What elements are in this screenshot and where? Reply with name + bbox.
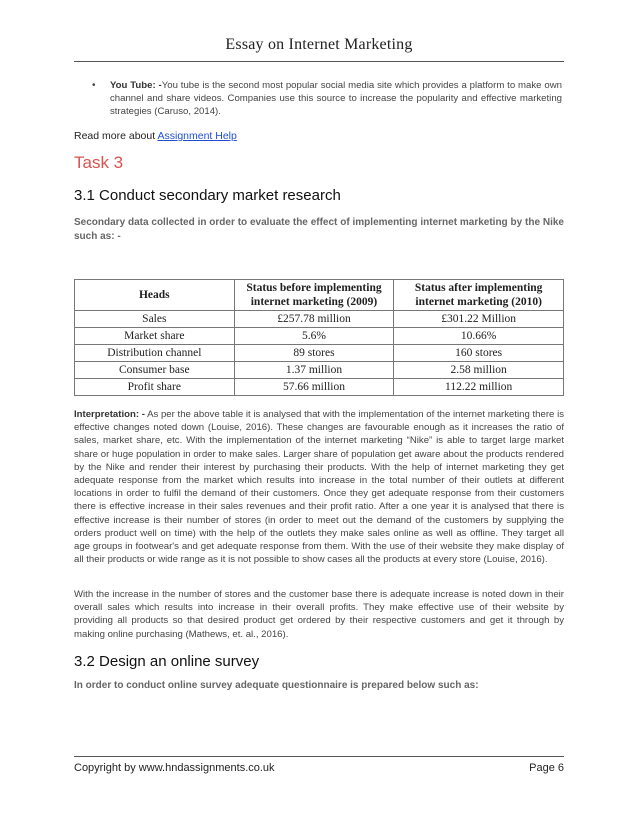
bullet-term: You Tube: - (110, 80, 162, 91)
table-cell: 1.37 million (234, 362, 394, 379)
table-cell: 160 stores (394, 345, 564, 362)
table-cell: 57.66 million (234, 379, 394, 396)
table-header-cell: Heads (75, 280, 235, 311)
section-heading-3-2: 3.2 Design an online survey (74, 653, 260, 670)
footer-copyright: Copyright by www.hndassignments.co.uk (74, 762, 275, 774)
table-row (75, 328, 564, 345)
interpretation-paragraph (74, 408, 564, 566)
header-divider (74, 61, 564, 62)
comparison-table (74, 279, 564, 396)
section-intro-3-1: Secondary data collected in order to evaluate the effect of implementing internet marketing by the Nike such as: - (74, 217, 564, 242)
table-cell: 112.22 million (394, 379, 564, 396)
section-heading-3-1: 3.1 Conduct secondary market research (74, 187, 341, 204)
interpretation-label: Interpretation: - (74, 409, 145, 420)
assignment-help-link[interactable]: Assignment Help (157, 130, 237, 142)
table-cell: £257.78 million (234, 311, 394, 328)
table-row (75, 362, 564, 379)
table-cell: 89 stores (234, 345, 394, 362)
task-heading: Task 3 (74, 153, 124, 172)
table-cell: Sales (75, 311, 235, 328)
footer-divider (74, 756, 564, 757)
table-cell: Market share (75, 328, 235, 345)
bullet-text (110, 79, 562, 118)
bullet-body: You tube is the second most popular social media site which provides a platform to make own channel and share videos. Companies use this source to increase the popularity and effective marketing strategies (Caruso, 2014). (110, 80, 562, 117)
footer-page-number: Page 6 (529, 762, 564, 774)
table-cell: 5.6% (234, 328, 394, 345)
table-row (75, 311, 564, 328)
bullet-icon: • (92, 80, 96, 91)
table-row (75, 379, 564, 396)
table-row (75, 345, 564, 362)
table-cell: 2.58 million (394, 362, 564, 379)
read-more-prefix: Read more about (74, 130, 158, 142)
table-header-row (75, 280, 564, 311)
read-more-line (74, 130, 237, 142)
table-header-cell: Status after implementing internet marketing (2010) (394, 280, 564, 311)
table-cell: Distribution channel (75, 345, 235, 362)
bullet-item-youtube (92, 79, 562, 118)
table-cell: 10.66% (394, 328, 564, 345)
paragraph-two: With the increase in the number of stores and the customer base there is adequate increase is noted down in their overall sales which results into increase in their overall profits. They make effective use of their website by providing all products so that desired product get ordered by their respective customers and get it through by making online purchasing (Mathews, et. al., 2016). (74, 589, 564, 640)
table-cell: £301.22 Million (394, 311, 564, 328)
page-header-title: Essay on Internet Marketing (225, 36, 413, 53)
table-header-cell: Status before implementing internet marketing (2009) (234, 280, 394, 311)
interpretation-text: As per the above table it is analysed that with the implementation of the internet marketing there is effective changes noted down (Louise, 2016). These changes are favourable enough as it increases the ratio of sales, market share, etc. With the implementation of the internet marketing “Nike” is able to target large market share or huge population in order to make sales. Larger share of population get aware about the products rendered by the Nike and render their interest by purchasing their products. With the help of internet marketing they get adequate response from the market which results into increase in the total number of their outlets at different locations in order to fulfil the demand of their customers. Once they get adequate response from their customers there is effective increase in their sales revenues and their profit ratio. After a one year it is analysed that there is effective increase is their number of stores (in order to meet out the demand of the customers by supplying the orders product well on time) with the help of the outlets they make sales online as well as offline. They target all age groups in footwear's and get adequate response from them. With the use of their website they make display of all their products or wide range as it is not possible to show cases all the products at every store (Louise, 2016). (74, 409, 564, 566)
table-cell: Profit share (75, 379, 235, 396)
section-intro-3-2: In order to conduct online survey adequate questionnaire is prepared below such as: (74, 680, 479, 691)
table-cell: Consumer base (75, 362, 235, 379)
